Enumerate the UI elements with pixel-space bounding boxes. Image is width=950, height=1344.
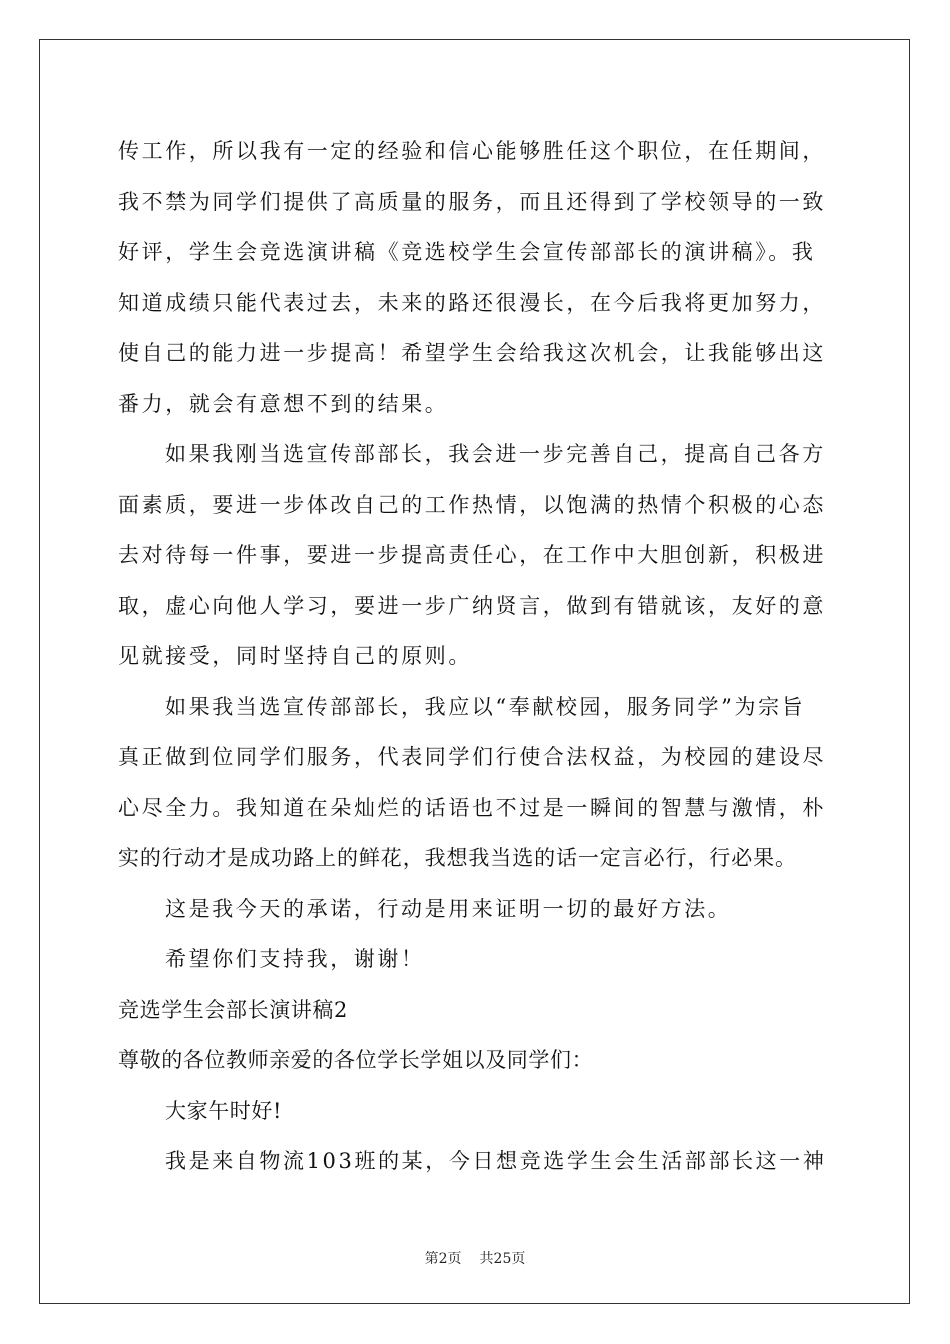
paragraph-start-line: 我是来自物流103班的某，今日想竞选学生会生活部部长这一神 (165, 1149, 827, 1173)
text-line: 番力，就会有意想不到的结果。 (118, 391, 449, 416)
document-body (118, 126, 858, 1187)
text-line: 我不禁为同学们提供了高质量的服务，而且还得到了学校领导的一致 (118, 189, 826, 214)
greeting-line: 大家午时好! (165, 1098, 283, 1123)
paragraph-start-line: 希望你们支持我，谢谢！ (165, 947, 425, 971)
page-total: 共25页 (479, 1251, 526, 1267)
page-number: 第2页 (424, 1251, 462, 1267)
text-line: 传工作，所以我有一定的经验和信心能够胜任这个职位，在任期间， (118, 139, 826, 163)
page-footer (0, 1248, 950, 1268)
text-line: 面素质，要进一步体改自己的工作热情，以饱满的热情个积极的心态 (118, 492, 826, 517)
section-heading: 竞选学生会部长演讲稿2 (118, 997, 348, 1022)
paragraph-start-line: 如果我当选宣传部部长，我应以“奉献校园，服务同学”为宗旨 (165, 694, 806, 719)
text-line: 去对待每一件事，要进一步提高责任心，在工作中大胆创新，积极进 (118, 543, 826, 567)
text-line: 好评，学生会竞选演讲稿《竞选校学生会宣传部部长的演讲稿》。我 (118, 240, 816, 264)
text-line: 心尽全力。我知道在朵灿烂的话语也不过是一瞬间的智慧与激情，朴 (118, 795, 826, 820)
text-line: 见就接受，同时坚持自己的原则。 (118, 644, 472, 668)
salutation-line: 尊敬的各位教师亲爱的各位学长学姐以及同学们： (118, 1048, 594, 1072)
text-line: 取，虚心向他人学习，要进一步广纳贤言，做到有错就该，友好的意 (118, 593, 826, 618)
text-line: 真正做到位同学们服务，代表同学们行使合法权益，为校园的建设尽 (118, 745, 826, 769)
text-line: 使自己的能力进一步提高！希望学生会给我这次机会，让我能够出这 (118, 341, 826, 365)
text-line: 实的行动才是成功路上的鲜花，我想我当选的话一定言必行，行必果。 (118, 846, 797, 870)
paragraph-start-line: 如果我刚当选宣传部部长，我会进一步完善自己，提高自己各方 (165, 442, 826, 466)
paragraph-start-line: 这是我今天的承诺，行动是用来证明一切的最好方法。 (165, 896, 732, 921)
text-line: 知道成绩只能代表过去，未来的路还很漫长，在今后我将更加努力， (118, 290, 826, 315)
